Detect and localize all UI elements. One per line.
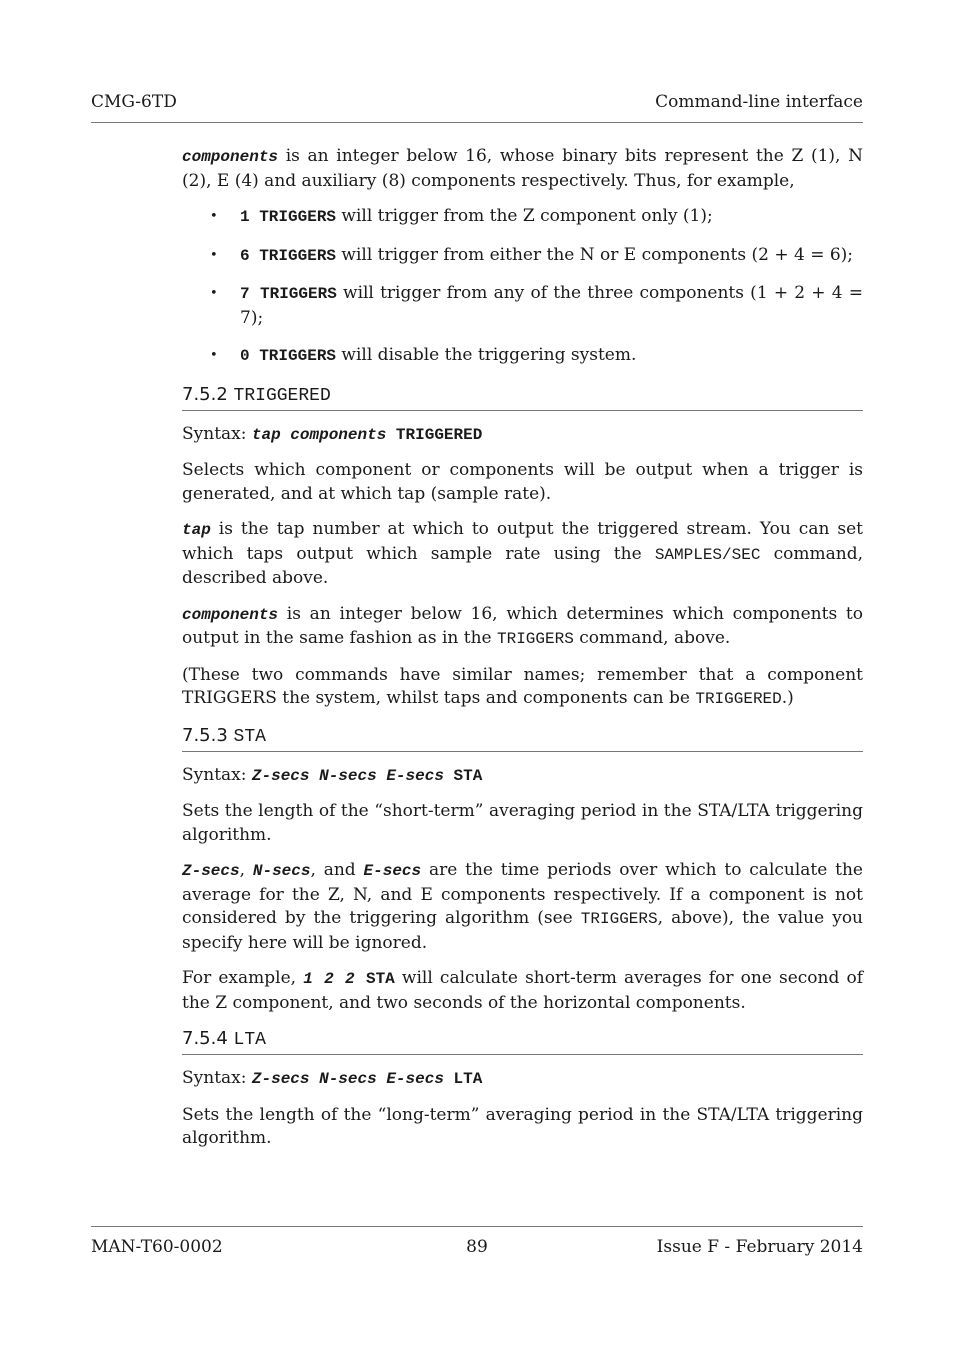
paragraph: components is an integer below 16, which determines which components to output in the same fashion as in the TRIGGERS command, above. [182,603,863,648]
section-heading-triggered: 7.5.2 TRIGGERED [182,383,863,411]
list-item: • 1 TRIGGERS will trigger from the Z component only (1); [182,205,863,230]
intro-paragraph: components is an integer below 16, whose binary bits represent the Z (1), N (2), E (4) and auxiliary (8) components respectively. Thus, for example, [182,146,863,191]
list-item: • 7 TRIGGERS will trigger from any of the three components (1 + 2 + 4 = 7); [210,283,863,328]
page-header [91,90,863,123]
section-heading-sta: 7.5.3 STA [182,724,863,752]
syntax-line: Syntax: tap components TRIGGERED [182,423,483,444]
page-footer [91,1226,863,1267]
paragraph: Selects which component or components will be output when a trigger is generated, and at which tap (sample rate). [182,460,863,504]
paragraph: Z-secs, N-secs, and E-secs are the time periods over which to calculate the average for the Z, N, and E components respectively. If a component is not considered by the triggering algorithm (see TRIGGERS, above), the value you specify here will be ignored. [182,860,864,953]
bullet-icon: • [210,209,218,224]
paragraph: For example, 1 2 2 STA will calculate short-term averages for one second of the Z component, and two seconds of the horizontal components. [182,968,863,1013]
bullet-icon: • [210,286,218,301]
page-body [182,145,863,1163]
section-heading-lta: 7.5.4 LTA [182,1027,863,1055]
syntax-line: Syntax: Z-secs N-secs E-secs STA [182,764,483,785]
bullet-icon: • [210,348,218,363]
paragraph: Sets the length of the “short-term” averaging period in the STA/LTA triggering algorithm. [182,801,863,845]
page-number: 89 [466,1237,488,1257]
footer-doc-number: MAN-T60-0002 [91,1237,223,1257]
list-item: • 6 TRIGGERS will trigger from either the N or E components (2 + 4 = 6); [182,244,863,269]
arg-components: components [182,148,279,166]
list-item: • 0 TRIGGERS will disable the triggering system. [182,344,863,369]
header-doc-id: CMG-6TD [91,92,177,112]
paragraph: tap is the tap number at which to output the triggered stream. You can set which taps output which sample rate using the SAMPLES/SEC command, described above. [182,519,863,588]
header-section-title: Command-line interface [655,92,863,112]
triggers-example-list [182,205,863,369]
paragraph: Sets the length of the “long-term” averaging period in the STA/LTA triggering algorithm. [182,1104,863,1148]
syntax-line: Syntax: Z-secs N-secs E-secs LTA [182,1068,483,1088]
footer-issue-date: Issue F - February 2014 [656,1237,863,1257]
bullet-icon: • [210,247,218,263]
paragraph: (These two commands have similar names; remember that a component TRIGGERS the system, whilst taps and components can be TRIGGERED.) [182,664,863,708]
